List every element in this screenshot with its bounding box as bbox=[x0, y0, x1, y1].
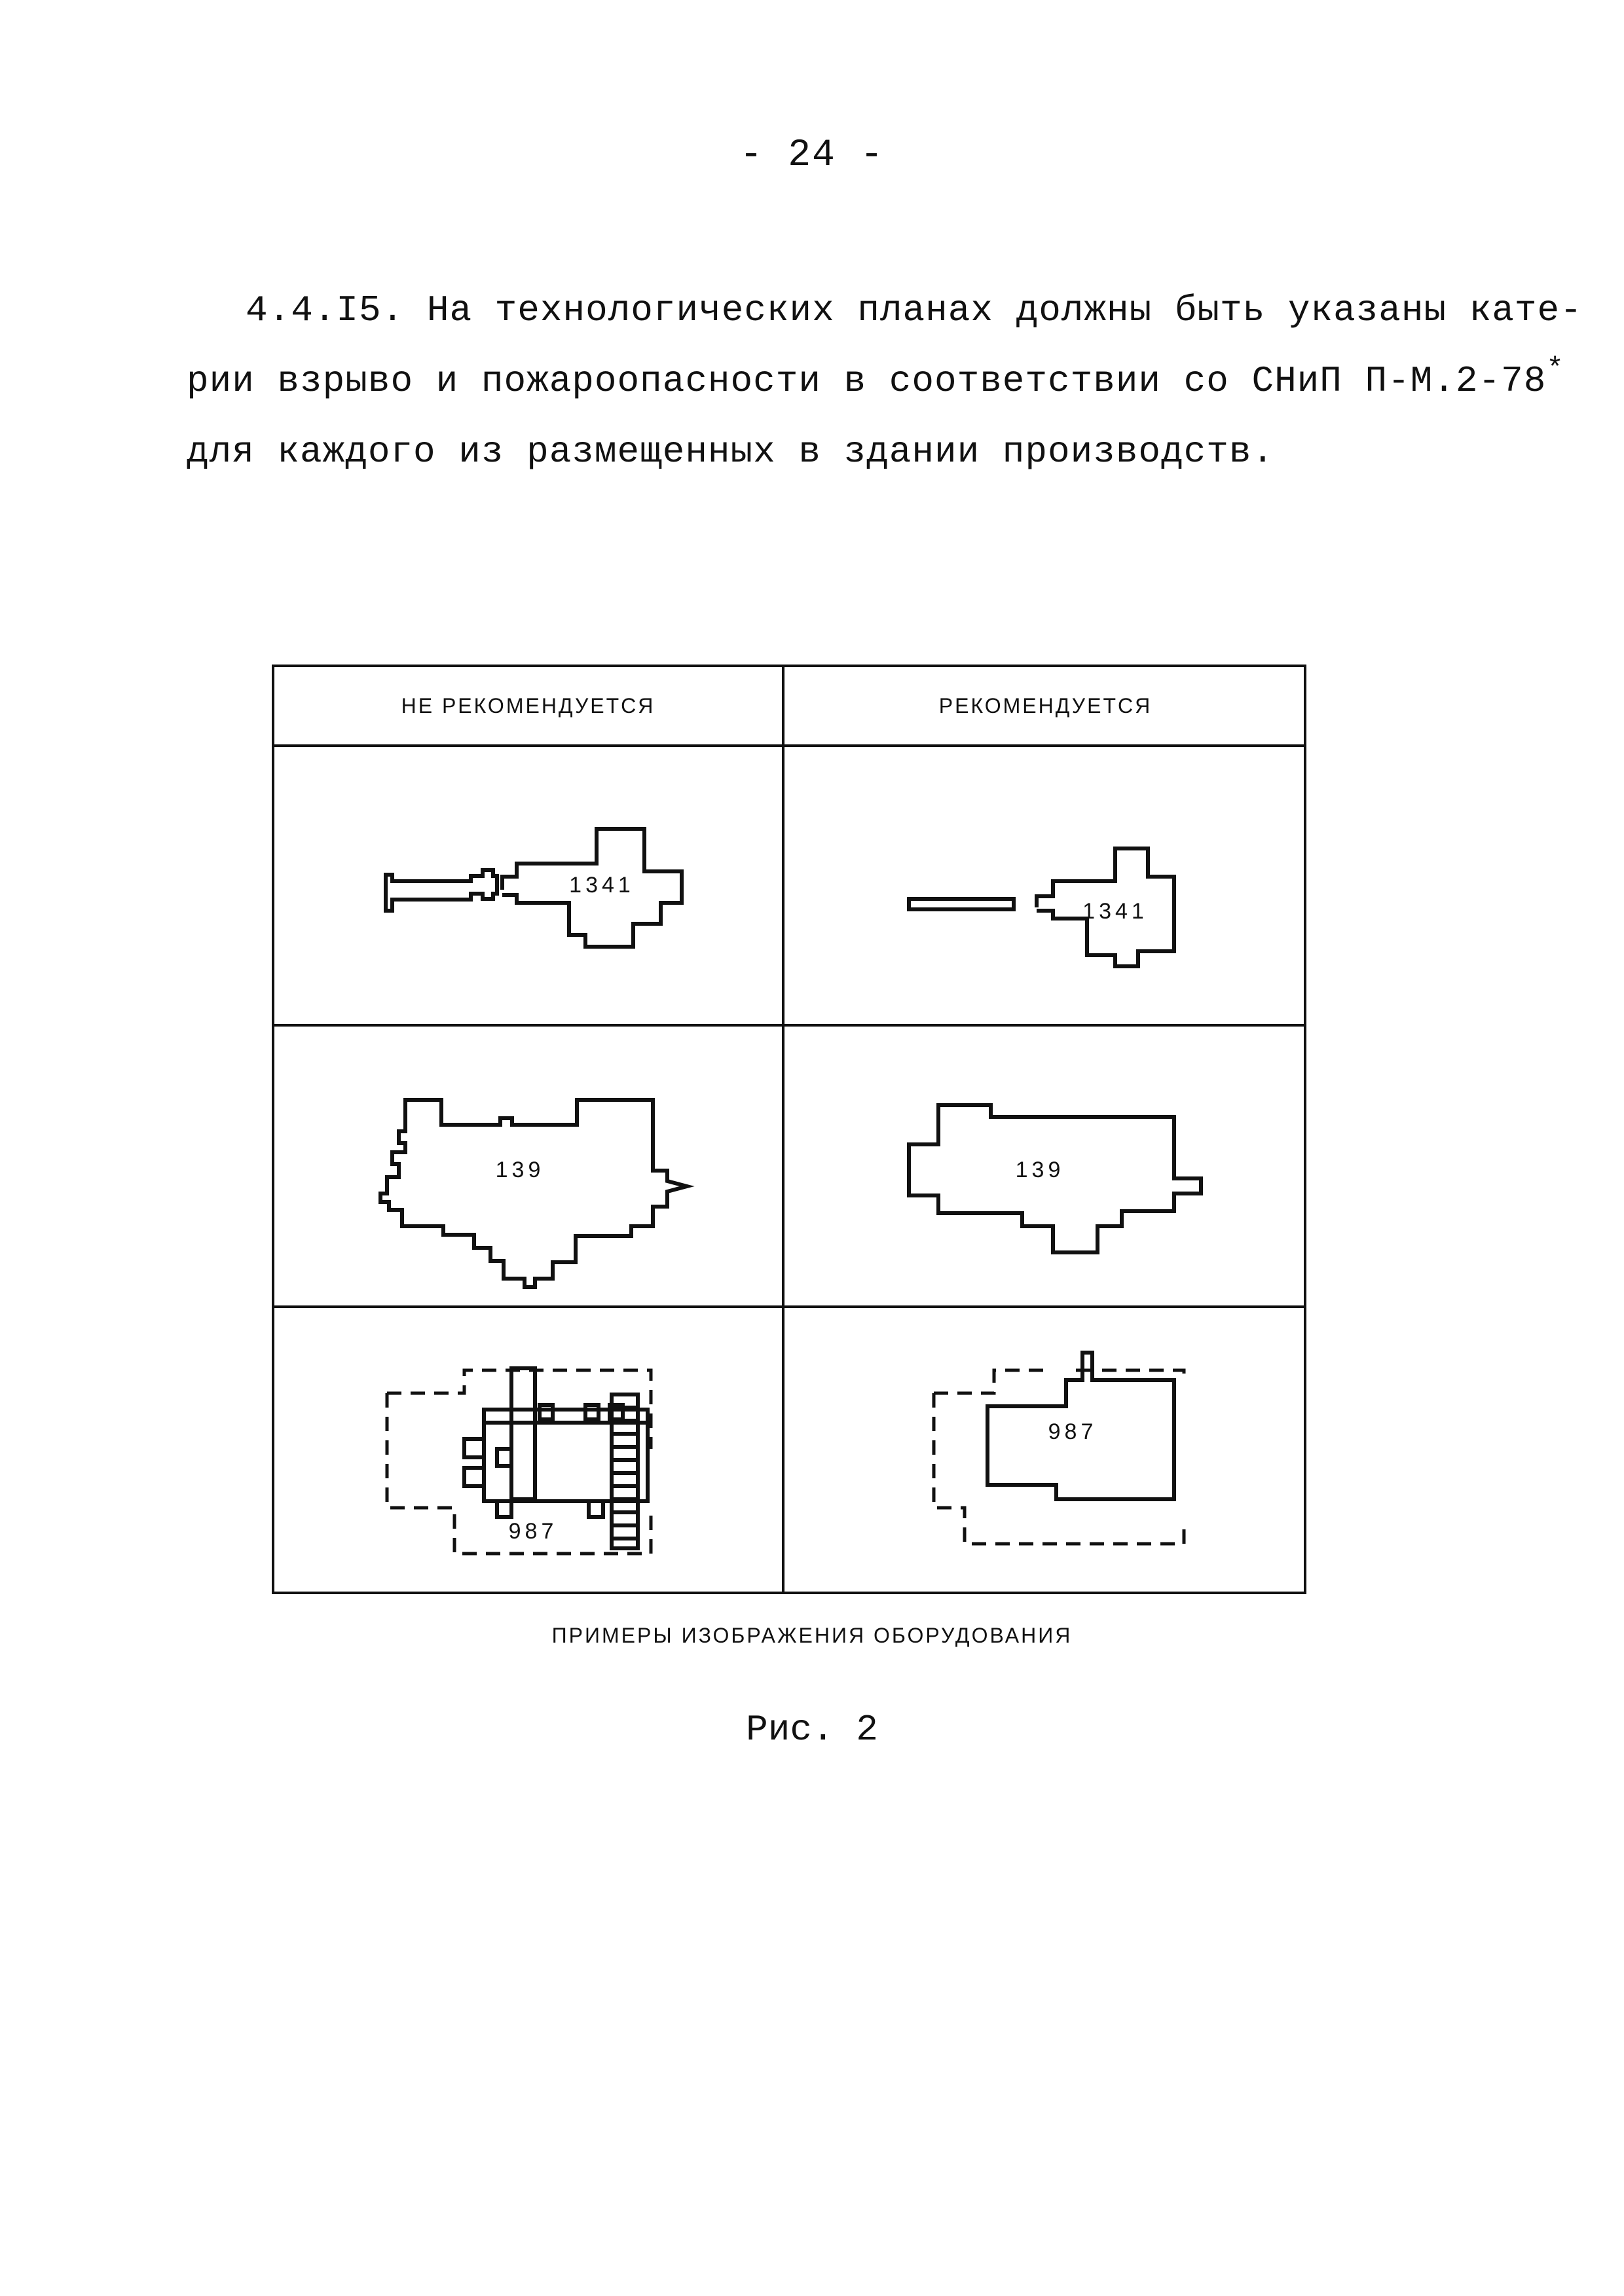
cell-row2-not-recommended bbox=[274, 1027, 782, 1305]
machine-987-detailed-drawing bbox=[274, 1308, 782, 1594]
machine-number-label: 139 bbox=[495, 1157, 545, 1182]
paragraph-line-1: 4.4.I5. На технологических планах должны быть указаны кате- bbox=[246, 289, 1583, 331]
header-recommended: РЕКОМЕНДУЕТСЯ bbox=[938, 694, 1153, 718]
equipment-examples-table bbox=[272, 665, 1306, 1594]
machine-number-label: 987 bbox=[1048, 1419, 1098, 1444]
header-not-recommended: НЕ РЕКОМЕНДУЕТСЯ bbox=[401, 694, 655, 718]
machine-1341-detailed-outline bbox=[274, 747, 782, 1024]
page-number: - 24 - bbox=[739, 134, 885, 177]
cell-row1-recommended bbox=[784, 747, 1306, 1024]
cell-row3-recommended bbox=[784, 1308, 1306, 1594]
paragraph-line-2 bbox=[187, 346, 1564, 416]
paragraph-4-4-15 bbox=[187, 275, 1583, 487]
cell-row2-recommended bbox=[784, 1027, 1306, 1305]
machine-1341-simple-outline bbox=[784, 747, 1306, 1024]
paragraph-line-3: для каждого из размещенных в здании производств. bbox=[187, 431, 1275, 473]
figure-caption: ПРИМЕРЫ ИЗОБРАЖЕНИЯ ОБОРУДОВАНИЯ bbox=[551, 1624, 1073, 1647]
machine-987-simple-outline bbox=[784, 1308, 1306, 1594]
machine-number-label: 987 bbox=[508, 1519, 558, 1544]
cell-row1-not-recommended bbox=[274, 747, 782, 1024]
paragraph-line-2-text: рии взрыво и пожароопасности в соответствии со СНиП П-М.2-78 bbox=[187, 360, 1547, 402]
machine-number-label: 1341 bbox=[1082, 899, 1148, 924]
machine-number-label: 1341 bbox=[569, 873, 635, 898]
figure-label: Рис. 2 bbox=[746, 1709, 878, 1751]
machine-number-label: 139 bbox=[1015, 1157, 1065, 1182]
asterisk-mark: * bbox=[1546, 353, 1564, 386]
cell-row3-not-recommended bbox=[274, 1308, 782, 1594]
